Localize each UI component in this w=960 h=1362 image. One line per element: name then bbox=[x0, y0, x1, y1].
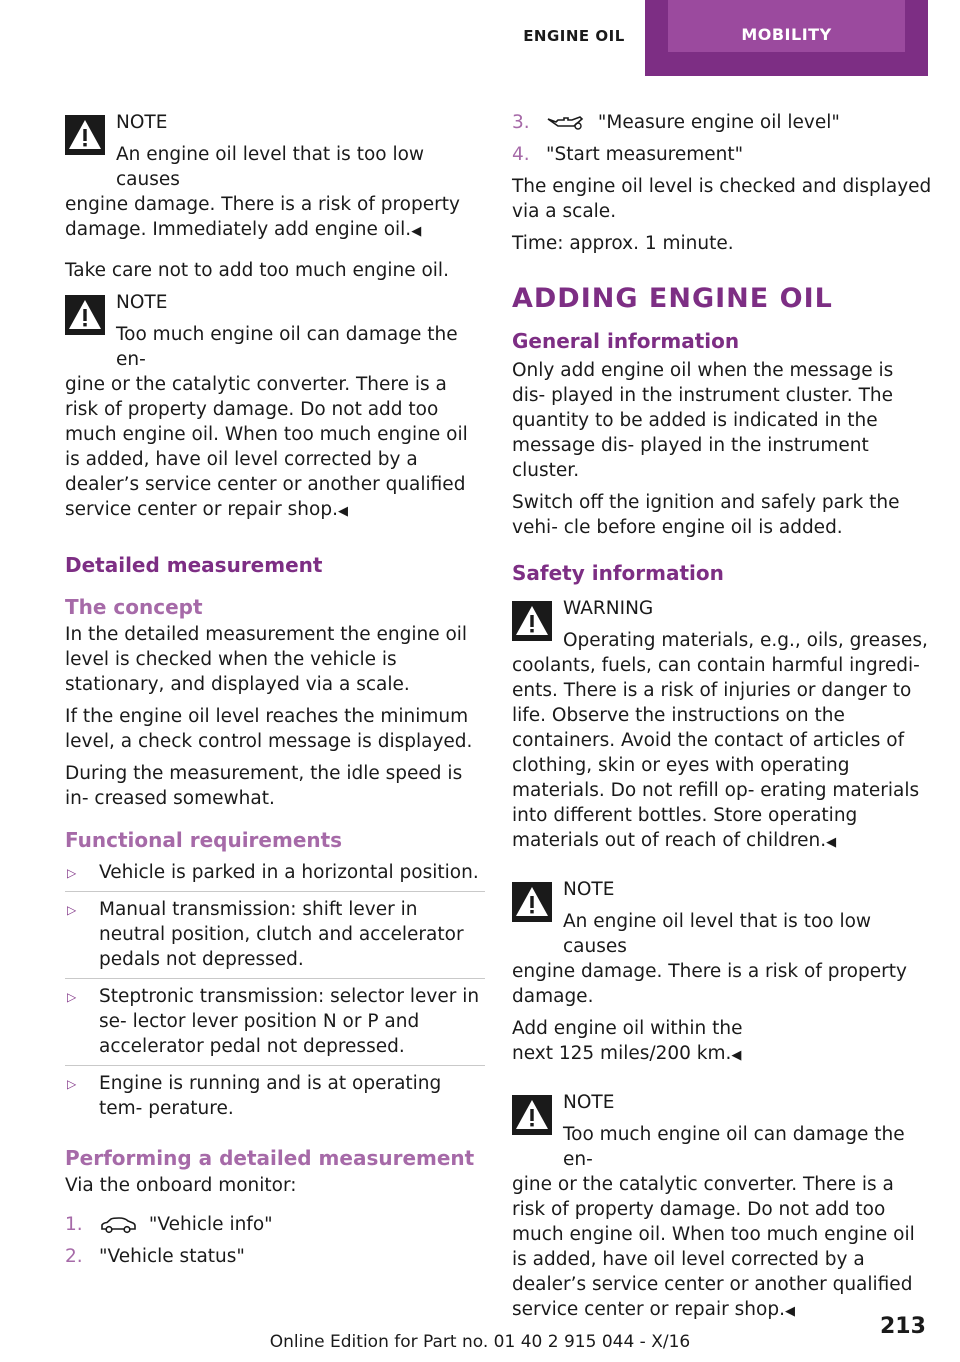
steps-list bbox=[512, 110, 932, 174]
paragraph: During the measurement, the idle speed is in- creased somewhat. bbox=[65, 763, 463, 809]
paragraph: Take care not to add too much engine oil. bbox=[65, 260, 449, 281]
warning-triangle-icon bbox=[512, 1095, 552, 1135]
warning-title: WARNING bbox=[563, 598, 654, 619]
note-text-rest: engine damage. There is a risk of property damage. bbox=[512, 961, 907, 1007]
heading-performing-measurement: Performing a detailed measurement bbox=[65, 1146, 475, 1170]
warning-triangle-icon bbox=[512, 601, 552, 641]
paragraph: If the engine oil level reaches the minimum level, a check control message is displayed. bbox=[65, 706, 473, 752]
list-item: ▷ Engine is running and is at operating tem- perature. bbox=[65, 1066, 485, 1127]
note-text-rest: engine damage. There is a risk of property damage. Immediately add engine oil. bbox=[65, 194, 460, 240]
note-low-oil bbox=[65, 110, 485, 244]
end-mark: ◀ bbox=[784, 1304, 795, 1319]
step-text: "Measure engine oil level" bbox=[597, 112, 840, 133]
note-low-oil bbox=[512, 877, 932, 1009]
footer-edition: Online Edition for Part no. 01 40 2 915 044 - X/16 bbox=[269, 1332, 691, 1352]
step-item bbox=[65, 1212, 485, 1244]
heading-general-information: General information bbox=[512, 329, 740, 353]
header-tab-label: MOBILITY bbox=[668, 0, 905, 52]
paragraph: In the detailed measurement the engine oil level is checked when the vehicle is stationary, and displayed via a scale. bbox=[65, 624, 468, 695]
header-section-title: ENGINE OIL bbox=[523, 27, 625, 45]
right-column bbox=[512, 110, 932, 1324]
paragraph: Add engine oil within the next 125 miles/200 km. bbox=[512, 1018, 743, 1064]
paragraph: Only add engine oil when the message is dis- played in the instrument cluster. The quantity to be added is indicated in the message dis- played in the instrument cluster. bbox=[512, 360, 894, 481]
left-column bbox=[65, 110, 485, 1276]
note-too-much-oil bbox=[65, 290, 485, 524]
note-title: NOTE bbox=[116, 112, 168, 133]
note-text-first: Too much engine oil can damage the en- bbox=[116, 324, 458, 370]
paragraph: Time: approx. 1 minute. bbox=[512, 233, 734, 254]
list-item: ▷ Manual transmission: shift lever in neutral position, clutch and accelerator pedals not depressed. bbox=[65, 892, 485, 979]
warning-triangle-icon bbox=[65, 115, 105, 155]
end-mark: ◀ bbox=[411, 224, 422, 239]
step-text: "Vehicle status" bbox=[99, 1246, 245, 1267]
list-item: ▷ Vehicle is parked in a horizontal position. bbox=[65, 855, 485, 892]
step-item bbox=[65, 1244, 485, 1276]
warning-text-first: Operating materials, e.g., oils, greases, bbox=[563, 630, 928, 651]
step-number: 3. bbox=[512, 112, 530, 133]
car-icon bbox=[99, 1216, 137, 1234]
end-mark: ◀ bbox=[826, 835, 837, 850]
note-text-first: An engine oil level that is too low causes bbox=[563, 911, 872, 957]
step-text: "Vehicle info" bbox=[148, 1214, 273, 1235]
note-title: NOTE bbox=[116, 292, 168, 313]
warning-triangle-icon bbox=[512, 882, 552, 922]
paragraph: The engine oil level is checked and displayed via a scale. bbox=[512, 176, 932, 222]
step-number: 4. bbox=[512, 144, 530, 165]
note-too-much-oil bbox=[512, 1090, 932, 1324]
oil-can-icon bbox=[546, 114, 586, 132]
note-text-first: Too much engine oil can damage the en- bbox=[563, 1124, 905, 1170]
heading-safety-information: Safety information bbox=[512, 561, 724, 585]
list-item: ▷ Steptronic transmission: selector lever in se- lector lever position N or P and accelerator pedal not depressed. bbox=[65, 979, 485, 1066]
steps-list bbox=[65, 1212, 485, 1276]
step-text: "Start measurement" bbox=[546, 144, 744, 165]
end-mark: ◀ bbox=[337, 504, 348, 519]
requirements-list bbox=[65, 855, 485, 1127]
step-number: 1. bbox=[65, 1214, 83, 1235]
step-number: 2. bbox=[65, 1246, 83, 1267]
page-number: 213 bbox=[880, 1314, 926, 1339]
note-text-first: An engine oil level that is too low causes bbox=[116, 144, 425, 190]
note-text-rest: gine or the catalytic converter. There is a risk of property damage. Do not add too much engine oil. When too much engine oil is added, have oil level corrected by a dealer’s service center or another qualified service center or repair shop. bbox=[512, 1174, 915, 1320]
end-mark: ◀ bbox=[731, 1048, 742, 1063]
step-item bbox=[512, 110, 932, 142]
warning-text-rest: coolants, fuels, can contain harmful ingredi- ents. There is a risk of injuries or danger to life. Observe the instructions on the containers. Avoid the contact of articles of clothing, skin or eyes with operating materials. Do not refill op- erating materials into different bottles. Store operating materials out of reach of children. bbox=[512, 655, 920, 851]
warning-operating-materials bbox=[512, 596, 932, 855]
heading-the-concept: The concept bbox=[65, 595, 203, 619]
warning-triangle-icon bbox=[65, 295, 105, 335]
heading-functional-requirements: Functional requirements bbox=[65, 828, 343, 852]
paragraph: Via the onboard monitor: bbox=[65, 1175, 297, 1196]
header-tab bbox=[645, 0, 928, 76]
note-title: NOTE bbox=[563, 879, 615, 900]
heading-detailed-measurement: Detailed measurement bbox=[65, 553, 323, 577]
note-text-rest: gine or the catalytic converter. There is a risk of property damage. Do not add too much engine oil. When too much engine oil is added, have oil level corrected by a dealer’s service center or another qualified service center or repair shop. bbox=[65, 374, 468, 520]
note-title: NOTE bbox=[563, 1092, 615, 1113]
paragraph: Switch off the ignition and safely park the vehi- cle before engine oil is added. bbox=[512, 492, 900, 538]
heading-adding-engine-oil: ADDING ENGINE OIL bbox=[512, 283, 833, 314]
step-item bbox=[512, 142, 932, 174]
